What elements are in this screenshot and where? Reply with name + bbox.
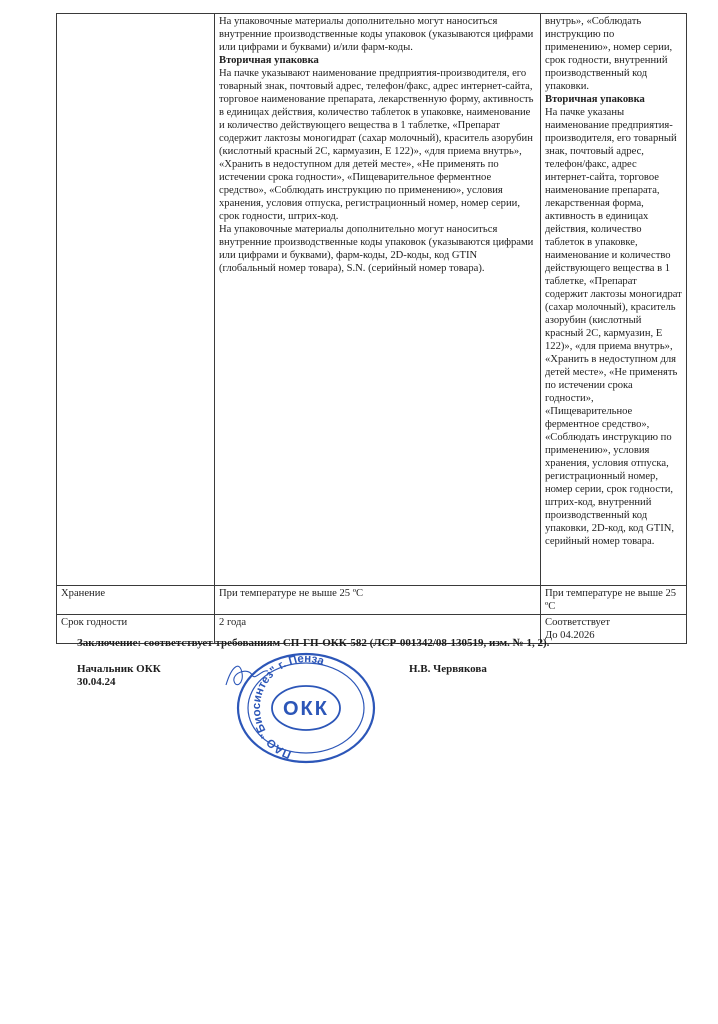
requirement-subheading: Вторичная упаковка [219, 55, 319, 66]
specification-table [56, 13, 687, 644]
result-subheading: Вторичная упаковка [545, 94, 645, 105]
table-row-packaging [57, 14, 687, 586]
signer-block [77, 663, 161, 689]
storage-label: Хранение [57, 586, 215, 615]
requirement-paragraph: На пачке указывают наименование предприятия-производителя, его товарный знак, почтовый адрес, телефон/факс, адрес интернет-сайта, торговое наименование препарата, лекарственную форму, активность в единицах действия, количество таблеток в упаковке, наименование и количество действующего вещества в 1 таблетке, «Препарат содержит лактозы моногидрат (сахар молочный), краситель азорубин (кислотный красный 2С, кармуазин, Е 122)», «для приема внутрь», «Хранить в недоступном для детей месте», «Не применять по истечении срока годности», «Пищеварительное ферментное средство», «Соблюдать инструкцию по применению», условия хранения, условия отпуска, регистрационный номер, номер серии, срок годности, штрих-код. [219, 68, 534, 222]
requirement-paragraph: На упаковочные материалы дополнительно могут наноситься внутренние производственные коды упаковок (указываются цифрами или цифрами и буквами), фарм-коды, 2D-коды, код GTIN (глобальный номер товара), S.N. (серийный номер товара). [219, 224, 534, 274]
shelf-life-requirement: 2 года [215, 615, 541, 644]
stamp-ring-text: ПАО "Биосинтез" г. Пенза [250, 652, 326, 761]
stamp-center-text: ОКК [283, 698, 329, 720]
requirement-paragraph: На упаковочные материалы дополнительно могут наноситься внутренние производственные коды упаковок (указываются цифрами или цифрами и буквами) и/или фарм-коды. [219, 16, 534, 53]
conclusion-text: Заключение: соответствует требованиям СП-ГП-ОКК-582 (ЛСР-001342/08-130519, изм. № 1, 2). [77, 637, 550, 649]
packaging-result-cell [541, 14, 687, 586]
shelf-life-result-status: Соответствует [545, 617, 611, 628]
signer-date: 30.04.24 [77, 676, 116, 688]
signer-title: Начальник ОКК [77, 663, 161, 675]
storage-result: При температуре не выше 25 ºС [541, 586, 687, 615]
shelf-life-result [541, 615, 687, 644]
packaging-requirement-text [219, 15, 536, 275]
packaging-requirement-cell [215, 14, 541, 586]
shelf-life-label: Срок годности [57, 615, 215, 644]
signer-name: Н.В. Червякова [409, 663, 487, 675]
okk-stamp [230, 650, 382, 768]
packaging-result-text [545, 15, 682, 548]
shelf-life-result-date: До 04.2026 [545, 630, 595, 641]
table-row-storage [57, 586, 687, 615]
result-paragraph: На пачке указаны наименование предприятия-производителя, его товарный знак, почтовый адрес, телефон/факс, адрес интернет-сайта, торговое наименование препарата, лекарственная форма, активность в единицах действия, количество таблеток в упаковке, наименование и количество действующего вещества в 1 таблетке, «Препарат содержит лактозы моногидрат (сахар молочный), краситель азорубин (кислотный красный 2С, кармуазин, Е 122)», «для приема внутрь», «Хранить в недоступном для детей месте», «Не применять по истечении срока годности», «Пищеварительное ферментное средство», «Соблюдать инструкцию по применению», условия хранения, условия отпуска, регистрационный номер, номер серии, срок годности, штрих-код, внутренний производственный код упаковки, 2D-код, код GTIN, серийный номер товара. [545, 107, 682, 547]
result-paragraph: внутрь», «Соблюдать инструкцию по применению», номер серии, срок годности, внутренний производственный код упаковки. [545, 16, 673, 92]
storage-requirement: При температуре не выше 25 ºС [215, 586, 541, 615]
packaging-label-cell [57, 14, 215, 586]
